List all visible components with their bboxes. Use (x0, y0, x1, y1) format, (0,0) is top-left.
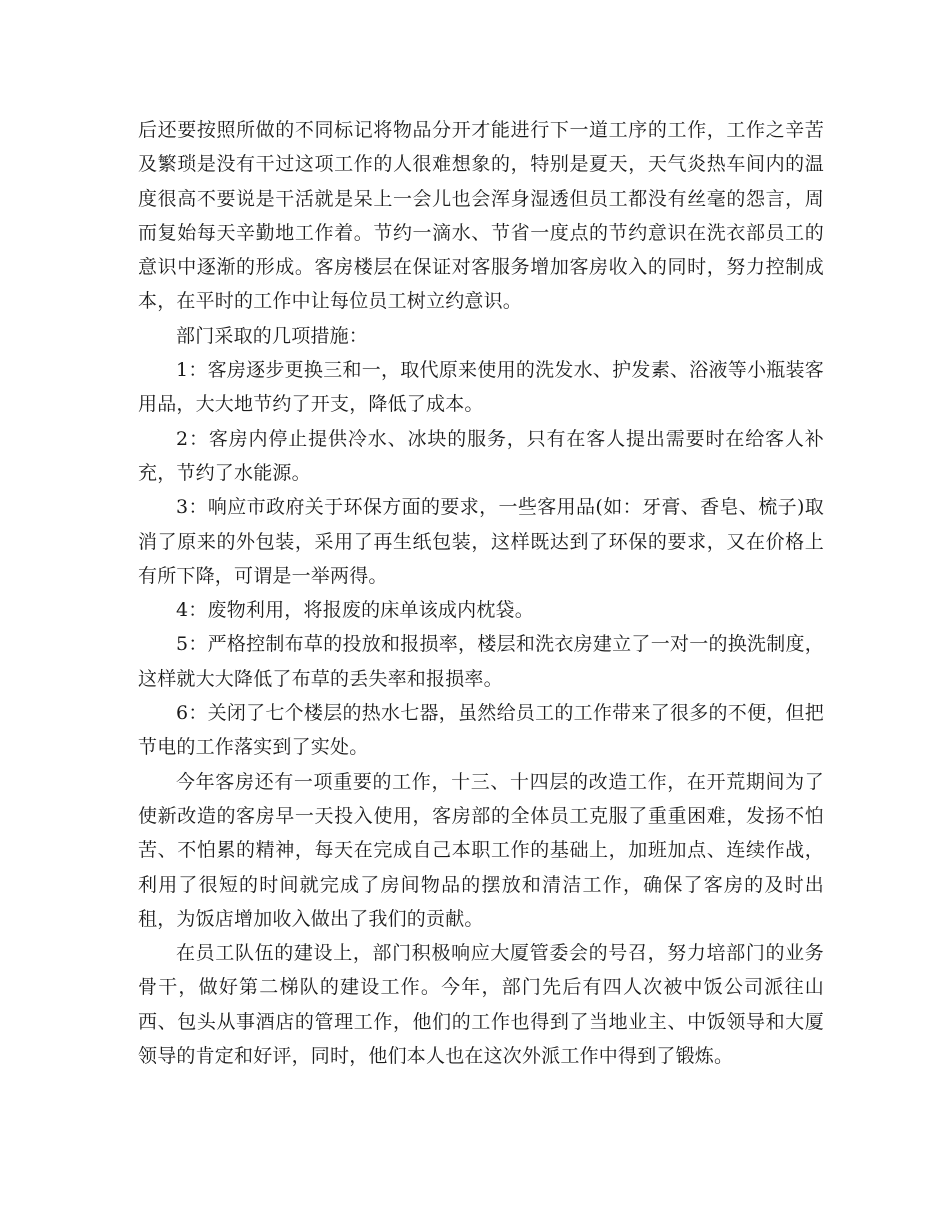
paragraph-measure-2: 2：客房内停止提供冷水、冰块的服务，只有在客人提出需要时在给客人补充，节约了水能源。 (138, 427, 824, 484)
paragraph-renovation: 今年客房还有一项重要的工作，十三、十四层的改造工作，在开荒期间为了使新改造的客房早一天投入使用，客房部的全体员工克服了重重困难，发扬不怕苦、不怕累的精神，每天在完成自己本职工作的基础上，加班加点、连续作战，利用了很短的时间就完成了房间物品的摆放和清洁工作，确保了客房的及时出租，为饭店增加收入做出了我们的贡献。 (138, 770, 824, 930)
paragraph-measures-heading: 部门采取的几项措施： (176, 324, 369, 347)
paragraph-staff-building: 在员工队伍的建设上，部门积极响应大厦管委会的号召，努力培部门的业务骨干，做好第二梯队的建设工作。今年，部门先后有四人次被中饭公司派往山西、包头从事酒店的管理工作，他们的工作也得到了当地业主、中饭领导和大厦领导的肯定和好评，同时，他们本人也在这次外派工作中得到了锻炼。 (138, 942, 824, 1068)
paragraph-measure-4: 4：废物利用，将报废的床单该成内枕袋。 (176, 599, 534, 622)
paragraph-measure-1: 1：客房逐步更换三和一，取代原来使用的洗发水、护发素、浴液等小瓶装客用品，大大地节约了开支，降低了成本。 (138, 359, 824, 416)
paragraph-measure-5: 5：严格控制布草的投放和报损率，楼层和洗衣房建立了一对一的换洗制度，这样就大大降低了布草的丢失率和报损率。 (138, 633, 824, 690)
paragraph-measure-6: 6：关闭了七个楼层的热水七器，虽然给员工的工作带来了很多的不便，但把节电的工作落实到了实处。 (138, 702, 824, 759)
document-body (138, 113, 824, 1073)
paragraph-measure-3: 3：响应市政府关于环保方面的要求，一些客用品(如：牙膏、香皂、梳子)取消了原来的外包装，采用了再生纸包装，这样既达到了环保的要求，又在价格上有所下降，可谓是一举两得。 (138, 496, 824, 587)
paragraph-continuation: 后还要按照所做的不同标记将物品分开才能进行下一道工序的工作，工作之辛苦及繁琐是没有干过这项工作的人很难想象的，特别是夏天，天气炎热车间内的温度很高不要说是干活就是呆上一会儿也会浑身湿透但员工都没有丝毫的怨言，周而复始每天辛勤地工作着。节约一滴水、节省一度点的节约意识在洗衣部员工的意识中逐渐的形成。客房楼层在保证对客服务增加客房收入的同时，努力控制成本，在平时的工作中让每位员工树立约意识。 (138, 119, 824, 313)
